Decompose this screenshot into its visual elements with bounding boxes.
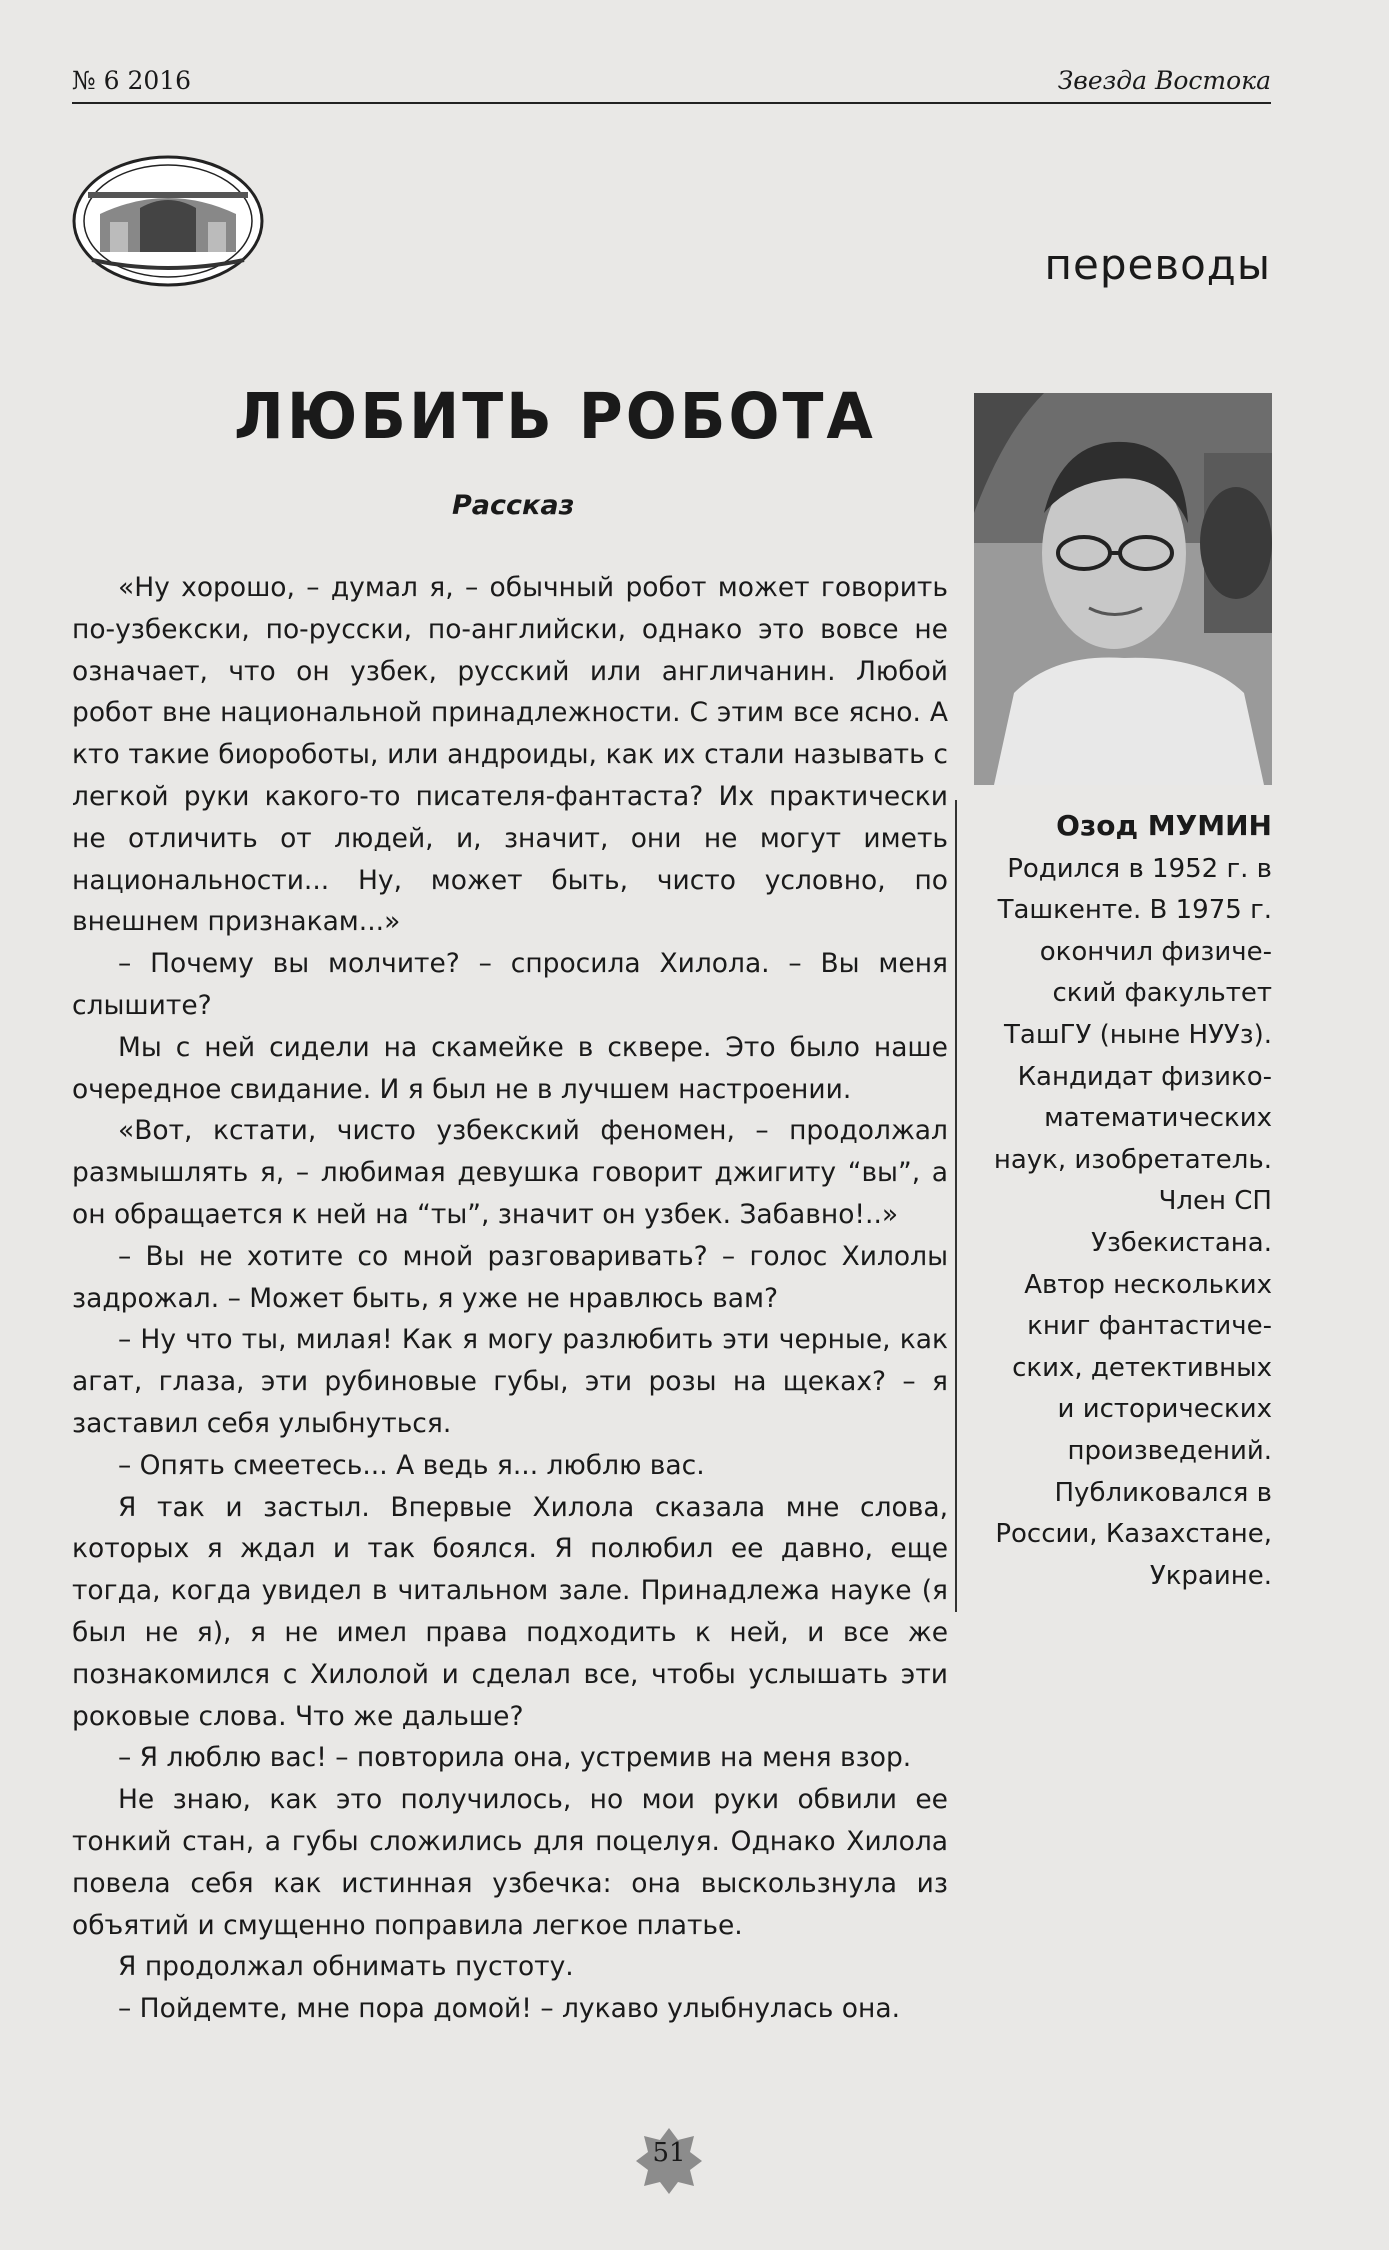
story-paragraph: Не знаю, как это получилось, но мои руки обвили ее тонкий стан, а губы сложились для поцелуя. Однако Хилола повела себя как истинная узбечка: она выскользнула из объятий и смущенно поправила легкое платье. [72,1784,948,1941]
journal-title: Звезда Востока [1057,66,1271,95]
story-paragraph: – Почему вы молчите? – спросила Хилола. – Вы меня слышите? [72,948,948,1021]
author-bio-line: Украине. [1149,1560,1272,1591]
page-number: 51 [652,2138,686,2168]
author-bio-line: окончил физиче- [1039,936,1272,967]
author-bio [958,805,1272,1597]
story-paragraph: «Ну хорошо, – думал я, – обычный робот может говорить по-узбекски, по-русски, по-английски, однако это вовсе не означает, что он узбек, русский или англичанин. Любой робот вне национальной принадлежности. С этим все ясно. А кто такие биороботы, или андроиды, как их стали называть с легкой руки какого-то писателя-фантаста? Их практически не отличить от людей, и, значит, они не могут иметь национальности... Ну, может быть, чисто условно, по внешнем признакам...» [72,572,948,938]
story-paragraph: Мы с ней сидели на скамейке в сквере. Это было наше очередное свидание. И я был не в лучшем настроении. [72,1031,948,1105]
column-divider [955,800,957,1612]
author-bio-line: ский факультет [1052,978,1272,1009]
story-genre: Рассказ [452,490,575,521]
author-bio-line: России, Казахстане, [995,1519,1272,1550]
author-bio-line: Узбекистана. [1091,1227,1272,1258]
author-bio-line: книг фантастиче- [1027,1311,1272,1342]
story-title: ЛЮБИТЬ РОБОТА [234,380,876,454]
story-paragraph: – Ну что ты, милая! Как я могу разлюбить эти черные, как агат, глаза, эти рубиновые губы, эти розы на щеках? – я заставил себя улыбнуться. [72,1324,948,1439]
story-paragraph: – Я люблю вас! – повторила она, устремив на меня взор. [118,1742,912,1774]
author-bio-line: произведений. [1067,1435,1272,1466]
issue-number: № 6 2016 [72,66,192,95]
story-paragraph: – Пойдемте, мне пора домой! – лукаво улыбнулась она. [118,1993,900,2025]
header-rule [72,102,1271,104]
story-body [72,567,948,2030]
author-bio-line: математических [1044,1103,1272,1134]
author-name: Озод МУМИН [1056,809,1272,842]
author-bio-line: Публиковался в [1054,1477,1272,1508]
story-paragraph: Я продолжал обнимать пустоту. [118,1951,574,1983]
author-bio-line: Кандидат физико- [1017,1061,1272,1092]
author-bio-line: и исторических [1057,1394,1272,1425]
author-bio-line: Родился в 1952 г. в [1007,853,1272,884]
author-photo [974,393,1272,785]
author-bio-line: ТашГУ (ныне НУУз). [1004,1019,1272,1050]
author-bio-line: Автор нескольких [1024,1269,1272,1300]
story-paragraph: – Опять смеетесь... А ведь я... люблю вас. [118,1449,705,1481]
story-paragraph: – Вы не хотите со мной разговаривать? – голос Хилолы задрожал. – Может быть, я уже не нравлюсь вам? [72,1240,948,1314]
section-label: переводы [1044,240,1271,289]
author-bio-line: Член СП [1158,1186,1272,1217]
story-paragraph: Я так и застыл. Впервые Хилола сказала мне слова, которых я ждал и так боялся. Я полюбил ее давно, еще тогда, когда увидел в читальном зале. Принадлежа науке (я был не я), я не имел права подходить к ней, и все же познакомился с Хилолой и сделал все, чтобы услышать эти роковые слова. Что же дальше? [72,1491,948,1732]
story-paragraph: «Вот, кстати, чисто узбекский феномен, – продолжал размышлять я, – любимая девушка говорит джигиту “вы”, а он обращается к ней на “ты”, значит он узбек. Забавно!..» [72,1115,948,1230]
journal-emblem-icon [70,152,266,290]
author-bio-line: Ташкенте. В 1975 г. [997,895,1272,926]
author-bio-line: ских, детективных [1012,1352,1272,1383]
author-bio-line: наук, изобретатель. [993,1144,1272,1175]
